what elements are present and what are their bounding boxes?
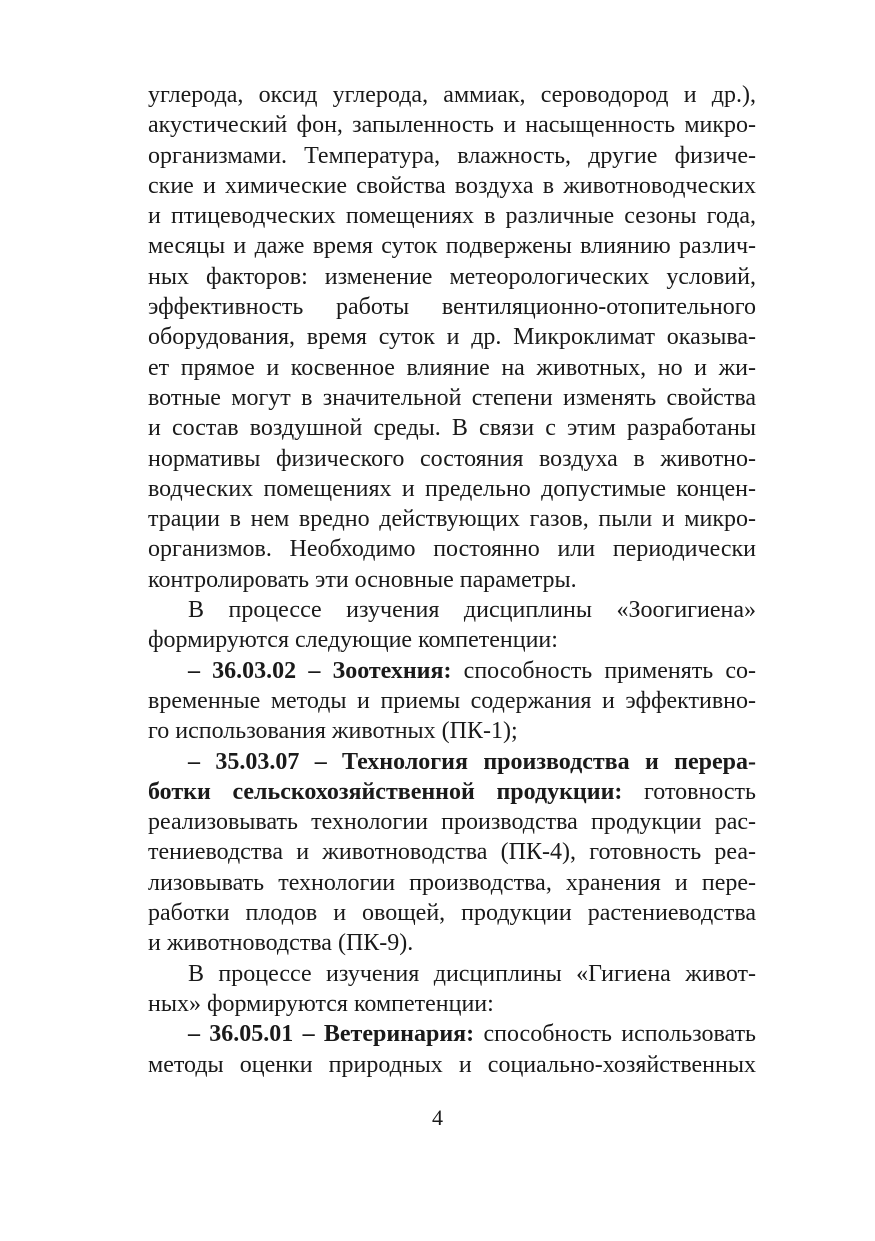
text-run: эффективность работы вентиляционно-отопительного <box>148 294 756 321</box>
text-run: организмами. Температура, влажность, другие физиче- <box>148 142 756 169</box>
text-run: способность применять со- <box>451 657 756 684</box>
text-run: акустический фон, запыленность и насыщенность микро- <box>148 112 756 139</box>
body-text <box>148 80 756 1080</box>
text-run: и животноводства (ПК-9). <box>148 930 414 957</box>
text-run: методы оценки природных и социально-хозяйственных <box>148 1051 756 1078</box>
text-run: го использования животных (ПК-1); <box>148 718 518 745</box>
text-run: ных» формируются компетенции: <box>148 990 494 1017</box>
text-line <box>148 534 756 564</box>
text-run: ных факторов: изменение метеорологических условий, <box>148 263 756 290</box>
text-line <box>148 171 756 201</box>
text-run: месяцы и даже время суток подвержены влиянию различ- <box>148 233 756 260</box>
text-line <box>148 110 756 140</box>
text-line <box>148 322 756 352</box>
text-line <box>188 595 756 625</box>
text-run: вотные могут в значительной степени изменять свойства <box>148 384 756 411</box>
text-line <box>148 231 756 261</box>
text-run: способность использовать <box>474 1021 756 1048</box>
text-run: и птицеводческих помещениях в различные сезоны года, <box>148 203 756 230</box>
text-run: и состав воздушной среды. В связи с этим разработаны <box>148 415 756 442</box>
text-line <box>148 504 756 534</box>
text-line <box>148 716 756 746</box>
text-line <box>148 625 756 655</box>
text-run: организмов. Необходимо постоянно или периодически <box>148 536 756 563</box>
text-line <box>148 686 756 716</box>
text-run: В процессе изучения дисциплины «Зоогигиена» <box>188 597 756 624</box>
text-run: углерода, оксид углерода, аммиак, сероводород и др.), <box>148 82 756 108</box>
text-run: трации в нем вредно действующих газов, пыли и микро- <box>148 506 756 533</box>
bold-text-run: – 36.05.01 – Ветеринария: <box>188 1021 475 1048</box>
text-line <box>148 201 756 231</box>
text-line <box>148 837 756 867</box>
text-run: формируются следующие компетенции: <box>148 627 558 654</box>
text-run: ет прямое и косвенное влияние на животных, но и жи- <box>148 354 756 381</box>
text-run: контролировать эти основные параметры. <box>148 566 577 593</box>
text-line <box>148 353 756 383</box>
text-line <box>148 898 756 928</box>
text-run: временные методы и приемы содержания и эффективно- <box>148 687 756 714</box>
text-line <box>188 656 756 686</box>
page-number: 4 <box>432 1105 443 1130</box>
text-line <box>148 292 756 322</box>
text-run: оборудования, время суток и др. Микроклимат оказыва- <box>148 324 756 351</box>
text-run: водческих помещениях и предельно допустимые концен- <box>148 475 756 502</box>
text-run: реализовывать технологии производства продукции рас- <box>148 809 756 836</box>
text-line <box>148 383 756 413</box>
text-run: лизовывать технологии производства, хранения и пере- <box>148 869 756 896</box>
text-line <box>188 959 756 989</box>
text-line <box>148 777 756 807</box>
text-line <box>148 80 756 110</box>
text-line <box>148 868 756 898</box>
text-line <box>148 262 756 292</box>
text-line <box>148 807 756 837</box>
text-line <box>148 565 756 595</box>
text-run: В процессе изучения дисциплины «Гигиена живот- <box>188 960 756 987</box>
bold-text-run: – 35.03.07 – Технология производства и перера- <box>188 748 756 775</box>
text-run: нормативы физического состояния воздуха в животно- <box>148 445 756 472</box>
text-line <box>148 1050 756 1080</box>
text-run: работки плодов и овощей, продукции растениеводства <box>148 900 756 927</box>
text-line <box>188 1019 756 1049</box>
text-line <box>148 413 756 443</box>
text-run: тениеводства и животноводства (ПК-4), готовность реа- <box>148 839 756 866</box>
text-run: готовность <box>622 778 756 805</box>
text-line <box>188 747 756 777</box>
text-line <box>148 989 756 1019</box>
bold-text-run: – 36.03.02 – Зоотехния: <box>188 657 452 684</box>
text-line <box>148 474 756 504</box>
text-line <box>148 444 756 474</box>
bold-text-run: ботки сельскохозяйственной продукции: <box>148 778 623 805</box>
text-line <box>148 928 756 958</box>
text-run: ские и химические свойства воздуха в животноводческих <box>148 172 756 199</box>
text-line <box>148 141 756 171</box>
